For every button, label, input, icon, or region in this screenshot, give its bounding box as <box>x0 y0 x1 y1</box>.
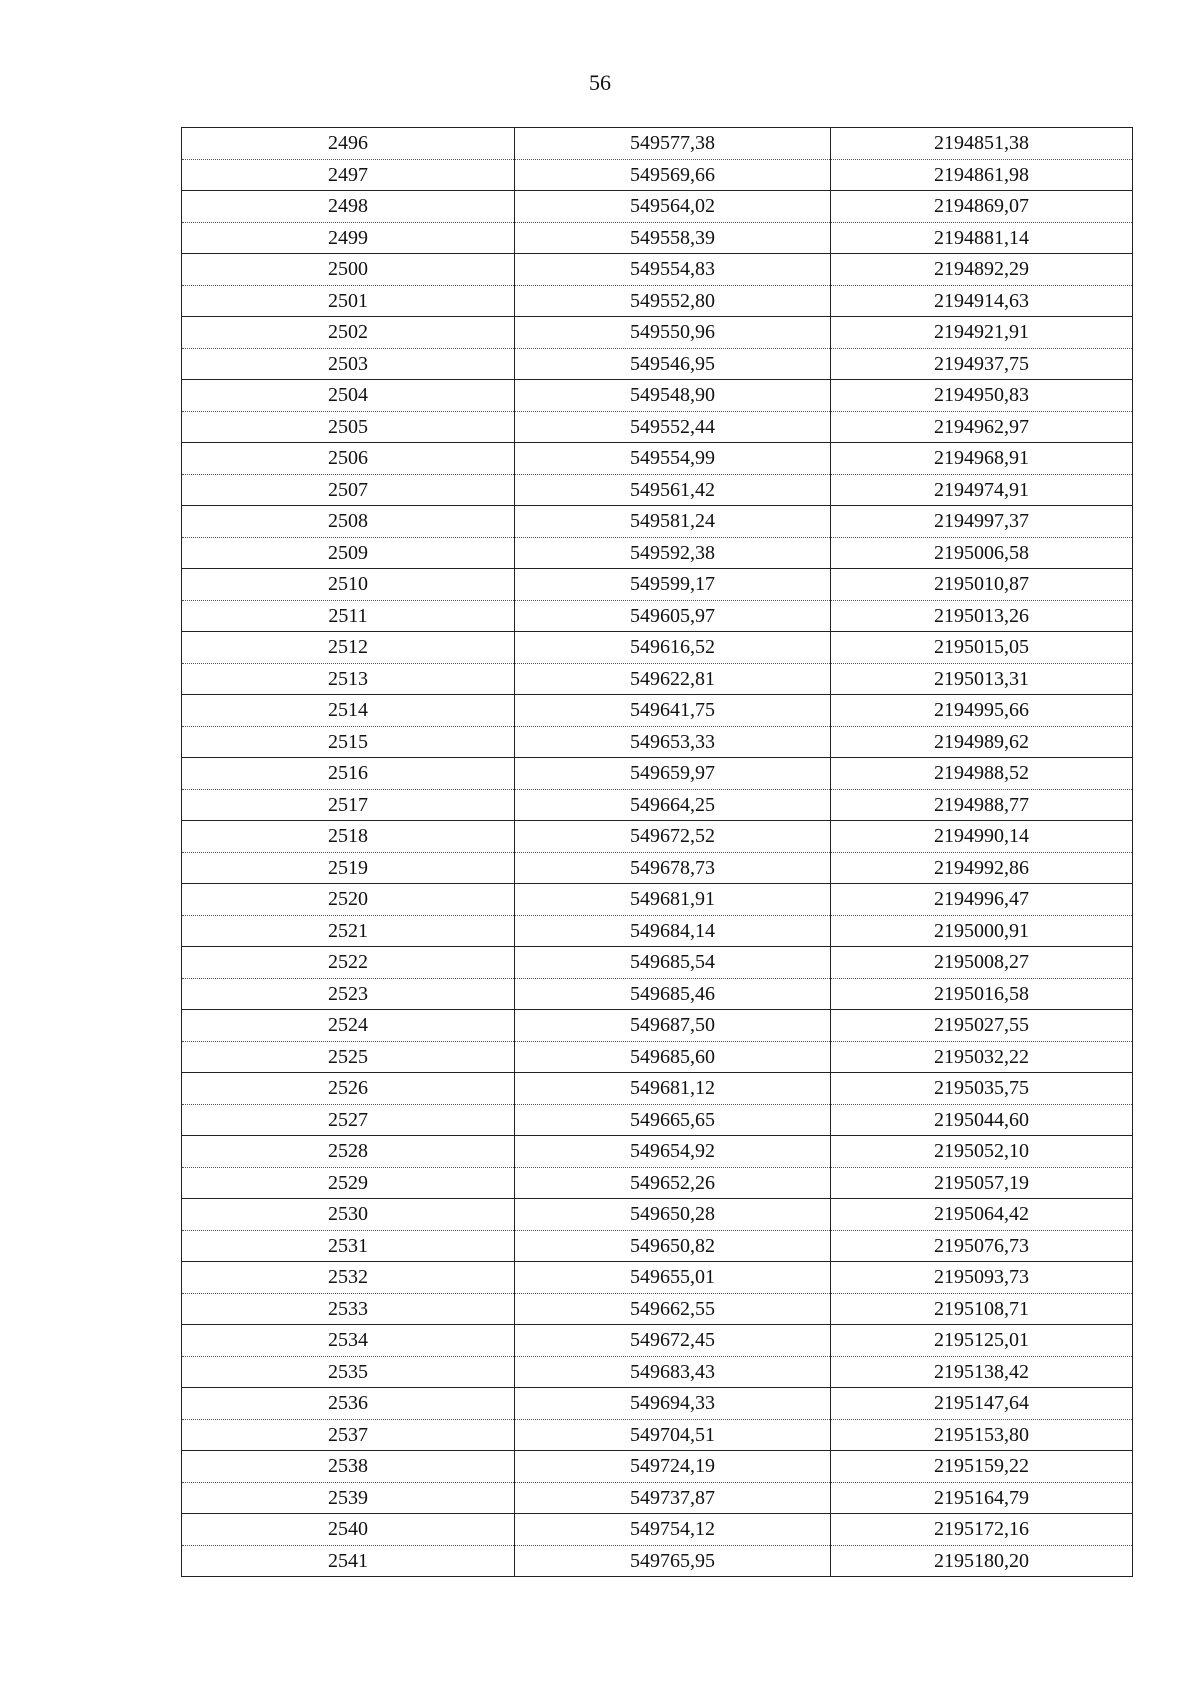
x-coordinate-cell: 549550,96 <box>515 317 831 349</box>
table-row <box>182 128 1133 160</box>
point-number-cell: 2517 <box>182 789 515 821</box>
x-coordinate-cell: 549592,38 <box>515 537 831 569</box>
table-row <box>182 474 1133 506</box>
x-coordinate-cell: 549577,38 <box>515 128 831 160</box>
y-coordinate-cell: 2195032,22 <box>831 1041 1133 1073</box>
point-number-cell: 2534 <box>182 1325 515 1357</box>
table-row <box>182 1514 1133 1546</box>
y-coordinate-cell: 2195006,58 <box>831 537 1133 569</box>
table-row <box>182 1136 1133 1168</box>
point-number-cell: 2507 <box>182 474 515 506</box>
table-row <box>182 947 1133 979</box>
y-coordinate-cell: 2195164,79 <box>831 1482 1133 1514</box>
x-coordinate-cell: 549558,39 <box>515 222 831 254</box>
point-number-cell: 2540 <box>182 1514 515 1546</box>
x-coordinate-cell: 549765,95 <box>515 1545 831 1577</box>
table-row <box>182 1262 1133 1294</box>
table-row <box>182 1325 1133 1357</box>
y-coordinate-cell: 2195008,27 <box>831 947 1133 979</box>
x-coordinate-cell: 549685,60 <box>515 1041 831 1073</box>
table-row <box>182 317 1133 349</box>
x-coordinate-cell: 549599,17 <box>515 569 831 601</box>
table-row <box>182 569 1133 601</box>
x-coordinate-cell: 549622,81 <box>515 663 831 695</box>
y-coordinate-cell: 2194988,52 <box>831 758 1133 790</box>
y-coordinate-cell: 2195159,22 <box>831 1451 1133 1483</box>
point-number-cell: 2497 <box>182 159 515 191</box>
point-number-cell: 2522 <box>182 947 515 979</box>
point-number-cell: 2500 <box>182 254 515 286</box>
point-number-cell: 2539 <box>182 1482 515 1514</box>
point-number-cell: 2519 <box>182 852 515 884</box>
x-coordinate-cell: 549754,12 <box>515 1514 831 1546</box>
y-coordinate-cell: 2195035,75 <box>831 1073 1133 1105</box>
table-row <box>182 1356 1133 1388</box>
point-number-cell: 2523 <box>182 978 515 1010</box>
table-row <box>182 285 1133 317</box>
table-row <box>182 1199 1133 1231</box>
y-coordinate-cell: 2194996,47 <box>831 884 1133 916</box>
y-coordinate-cell: 2194962,97 <box>831 411 1133 443</box>
point-number-cell: 2533 <box>182 1293 515 1325</box>
table-row <box>182 1419 1133 1451</box>
point-number-cell: 2535 <box>182 1356 515 1388</box>
y-coordinate-cell: 2195147,64 <box>831 1388 1133 1420</box>
point-number-cell: 2526 <box>182 1073 515 1105</box>
table-row <box>182 222 1133 254</box>
y-coordinate-cell: 2195010,87 <box>831 569 1133 601</box>
x-coordinate-cell: 549662,55 <box>515 1293 831 1325</box>
table-row <box>182 695 1133 727</box>
x-coordinate-cell: 549684,14 <box>515 915 831 947</box>
point-number-cell: 2536 <box>182 1388 515 1420</box>
point-number-cell: 2504 <box>182 380 515 412</box>
x-coordinate-cell: 549681,12 <box>515 1073 831 1105</box>
table-row <box>182 663 1133 695</box>
x-coordinate-cell: 549685,46 <box>515 978 831 1010</box>
x-coordinate-cell: 549678,73 <box>515 852 831 884</box>
x-coordinate-cell: 549724,19 <box>515 1451 831 1483</box>
point-number-cell: 2512 <box>182 632 515 664</box>
point-number-cell: 2508 <box>182 506 515 538</box>
page-number: 56 <box>589 70 611 95</box>
y-coordinate-cell: 2194861,98 <box>831 159 1133 191</box>
point-number-cell: 2514 <box>182 695 515 727</box>
point-number-cell: 2516 <box>182 758 515 790</box>
table-row <box>182 411 1133 443</box>
point-number-cell: 2515 <box>182 726 515 758</box>
table-row <box>182 632 1133 664</box>
table-row <box>182 159 1133 191</box>
x-coordinate-cell: 549681,91 <box>515 884 831 916</box>
table-row <box>182 348 1133 380</box>
table-row <box>182 191 1133 223</box>
x-coordinate-cell: 549694,33 <box>515 1388 831 1420</box>
y-coordinate-cell: 2194921,91 <box>831 317 1133 349</box>
y-coordinate-cell: 2194974,91 <box>831 474 1133 506</box>
table-row <box>182 1545 1133 1577</box>
y-coordinate-cell: 2194988,77 <box>831 789 1133 821</box>
point-number-cell: 2496 <box>182 128 515 160</box>
point-number-cell: 2538 <box>182 1451 515 1483</box>
y-coordinate-cell: 2195076,73 <box>831 1230 1133 1262</box>
point-number-cell: 2529 <box>182 1167 515 1199</box>
y-coordinate-cell: 2195057,19 <box>831 1167 1133 1199</box>
y-coordinate-cell: 2194892,29 <box>831 254 1133 286</box>
point-number-cell: 2524 <box>182 1010 515 1042</box>
y-coordinate-cell: 2194968,91 <box>831 443 1133 475</box>
y-coordinate-cell: 2194881,14 <box>831 222 1133 254</box>
y-coordinate-cell: 2194851,38 <box>831 128 1133 160</box>
x-coordinate-cell: 549655,01 <box>515 1262 831 1294</box>
x-coordinate-cell: 549683,43 <box>515 1356 831 1388</box>
point-number-cell: 2513 <box>182 663 515 695</box>
x-coordinate-cell: 549564,02 <box>515 191 831 223</box>
point-number-cell: 2499 <box>182 222 515 254</box>
point-number-cell: 2505 <box>182 411 515 443</box>
y-coordinate-cell: 2194995,66 <box>831 695 1133 727</box>
y-coordinate-cell: 2195172,16 <box>831 1514 1133 1546</box>
point-number-cell: 2511 <box>182 600 515 632</box>
x-coordinate-cell: 549737,87 <box>515 1482 831 1514</box>
table-row <box>182 821 1133 853</box>
point-number-cell: 2537 <box>182 1419 515 1451</box>
y-coordinate-cell: 2194989,62 <box>831 726 1133 758</box>
table-row <box>182 1010 1133 1042</box>
y-coordinate-cell: 2195016,58 <box>831 978 1133 1010</box>
x-coordinate-cell: 549704,51 <box>515 1419 831 1451</box>
y-coordinate-cell: 2195000,91 <box>831 915 1133 947</box>
y-coordinate-cell: 2195108,71 <box>831 1293 1133 1325</box>
x-coordinate-cell: 549672,52 <box>515 821 831 853</box>
table-row <box>182 1293 1133 1325</box>
point-number-cell: 2528 <box>182 1136 515 1168</box>
y-coordinate-cell: 2195044,60 <box>831 1104 1133 1136</box>
y-coordinate-cell: 2195027,55 <box>831 1010 1133 1042</box>
x-coordinate-cell: 549616,52 <box>515 632 831 664</box>
x-coordinate-cell: 549546,95 <box>515 348 831 380</box>
x-coordinate-cell: 549650,82 <box>515 1230 831 1262</box>
table-row <box>182 537 1133 569</box>
y-coordinate-cell: 2194950,83 <box>831 380 1133 412</box>
table-row <box>182 1104 1133 1136</box>
point-number-cell: 2530 <box>182 1199 515 1231</box>
x-coordinate-cell: 549641,75 <box>515 695 831 727</box>
table-row <box>182 789 1133 821</box>
x-coordinate-cell: 549650,28 <box>515 1199 831 1231</box>
table-row <box>182 852 1133 884</box>
table-row <box>182 1041 1133 1073</box>
x-coordinate-cell: 549652,26 <box>515 1167 831 1199</box>
y-coordinate-cell: 2195064,42 <box>831 1199 1133 1231</box>
point-number-cell: 2518 <box>182 821 515 853</box>
table-row <box>182 726 1133 758</box>
x-coordinate-cell: 549687,50 <box>515 1010 831 1042</box>
point-number-cell: 2502 <box>182 317 515 349</box>
y-coordinate-cell: 2194869,07 <box>831 191 1133 223</box>
point-number-cell: 2541 <box>182 1545 515 1577</box>
y-coordinate-cell: 2194937,75 <box>831 348 1133 380</box>
point-number-cell: 2501 <box>182 285 515 317</box>
table-row <box>182 1073 1133 1105</box>
table-row <box>182 1451 1133 1483</box>
table-row <box>182 506 1133 538</box>
coordinate-table-body <box>182 128 1133 1577</box>
y-coordinate-cell: 2195125,01 <box>831 1325 1133 1357</box>
x-coordinate-cell: 549659,97 <box>515 758 831 790</box>
point-number-cell: 2510 <box>182 569 515 601</box>
x-coordinate-cell: 549664,25 <box>515 789 831 821</box>
x-coordinate-cell: 549554,99 <box>515 443 831 475</box>
point-number-cell: 2521 <box>182 915 515 947</box>
x-coordinate-cell: 549554,83 <box>515 254 831 286</box>
table-row <box>182 884 1133 916</box>
point-number-cell: 2506 <box>182 443 515 475</box>
point-number-cell: 2503 <box>182 348 515 380</box>
table-row <box>182 380 1133 412</box>
table-row <box>182 1388 1133 1420</box>
x-coordinate-cell: 549561,42 <box>515 474 831 506</box>
x-coordinate-cell: 549653,33 <box>515 726 831 758</box>
x-coordinate-cell: 549665,65 <box>515 1104 831 1136</box>
y-coordinate-cell: 2194992,86 <box>831 852 1133 884</box>
x-coordinate-cell: 549685,54 <box>515 947 831 979</box>
point-number-cell: 2520 <box>182 884 515 916</box>
y-coordinate-cell: 2194997,37 <box>831 506 1133 538</box>
table-row <box>182 1230 1133 1262</box>
table-row <box>182 1167 1133 1199</box>
y-coordinate-cell: 2195153,80 <box>831 1419 1133 1451</box>
x-coordinate-cell: 549581,24 <box>515 506 831 538</box>
point-number-cell: 2509 <box>182 537 515 569</box>
y-coordinate-cell: 2195180,20 <box>831 1545 1133 1577</box>
table-row <box>182 600 1133 632</box>
x-coordinate-cell: 549552,44 <box>515 411 831 443</box>
y-coordinate-cell: 2195013,26 <box>831 600 1133 632</box>
x-coordinate-cell: 549672,45 <box>515 1325 831 1357</box>
x-coordinate-cell: 549654,92 <box>515 1136 831 1168</box>
y-coordinate-cell: 2195052,10 <box>831 1136 1133 1168</box>
x-coordinate-cell: 549552,80 <box>515 285 831 317</box>
y-coordinate-cell: 2195093,73 <box>831 1262 1133 1294</box>
table-row <box>182 758 1133 790</box>
point-number-cell: 2531 <box>182 1230 515 1262</box>
point-number-cell: 2498 <box>182 191 515 223</box>
y-coordinate-cell: 2194990,14 <box>831 821 1133 853</box>
x-coordinate-cell: 549569,66 <box>515 159 831 191</box>
table-row <box>182 254 1133 286</box>
point-number-cell: 2525 <box>182 1041 515 1073</box>
y-coordinate-cell: 2195015,05 <box>831 632 1133 664</box>
y-coordinate-cell: 2195138,42 <box>831 1356 1133 1388</box>
coordinate-table <box>181 127 1133 1577</box>
table-row <box>182 443 1133 475</box>
table-row <box>182 978 1133 1010</box>
point-number-cell: 2532 <box>182 1262 515 1294</box>
y-coordinate-cell: 2194914,63 <box>831 285 1133 317</box>
x-coordinate-cell: 549605,97 <box>515 600 831 632</box>
y-coordinate-cell: 2195013,31 <box>831 663 1133 695</box>
table-row <box>182 1482 1133 1514</box>
point-number-cell: 2527 <box>182 1104 515 1136</box>
table-row <box>182 915 1133 947</box>
x-coordinate-cell: 549548,90 <box>515 380 831 412</box>
